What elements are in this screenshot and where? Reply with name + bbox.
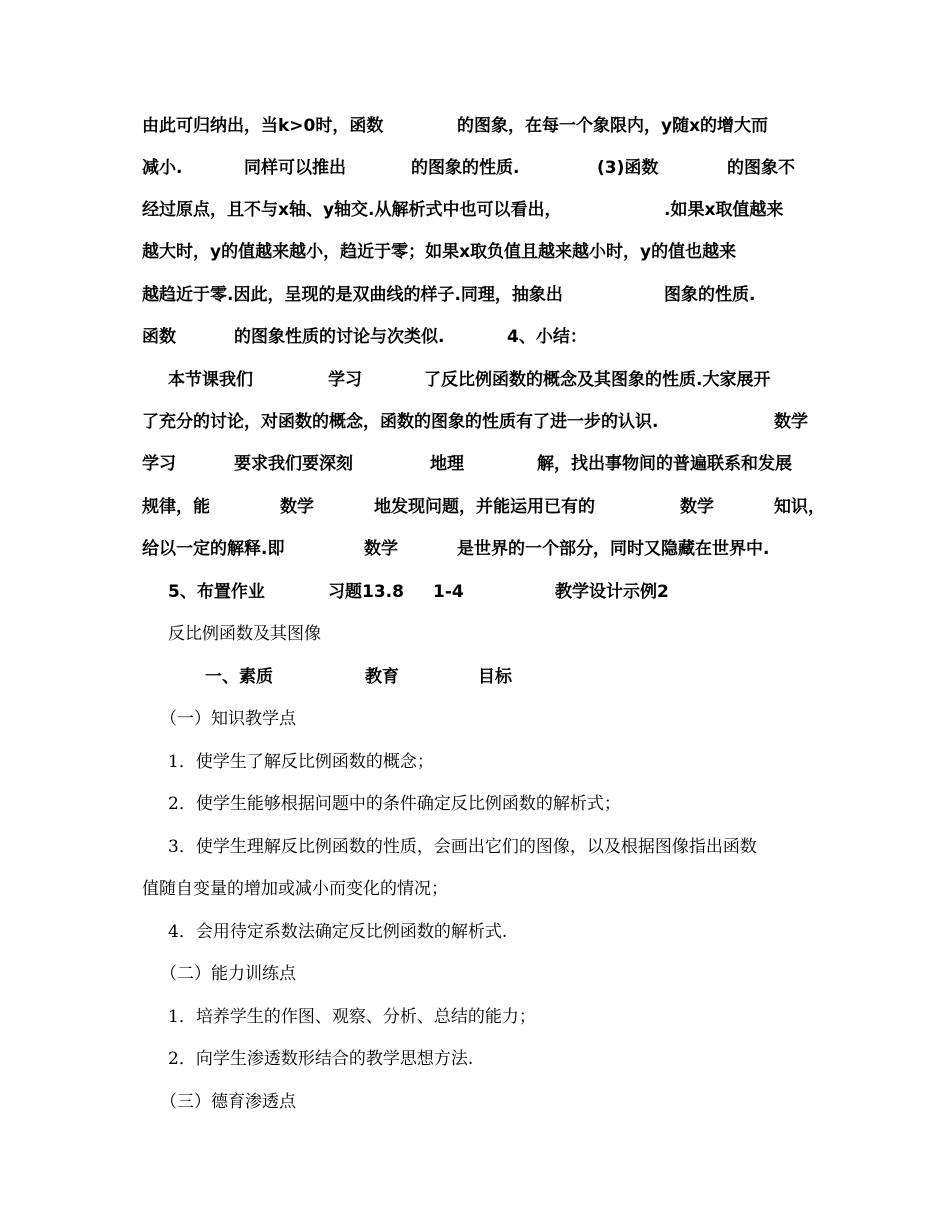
text-segment: 学习	[328, 370, 362, 390]
list-item: 1．培养学生的作图、观察、分析、总结的能力；	[168, 1007, 536, 1027]
text-segment: 经过原点，且不与x轴、y轴交.从解析式中也可以看出，	[142, 200, 562, 220]
list-item: 2．向学生渗透数形结合的教学思想方法.	[168, 1049, 474, 1069]
text-line	[0, 495, 950, 519]
text-line	[0, 835, 950, 859]
list-item: 2．使学生能够根据问题中的条件确定反比例函数的解析式；	[168, 794, 621, 814]
text-segment: 习题13.8	[328, 582, 404, 602]
text-segment: 的图象的性质.	[411, 158, 520, 178]
text-line	[0, 114, 950, 138]
list-item: 4．会用待定系数法确定反比例函数的解析式.	[168, 922, 508, 942]
text-line	[0, 750, 950, 774]
text-segment: 规律，能	[142, 497, 210, 517]
text-segment: 4、小结：	[507, 327, 587, 347]
list-item: 1．使学生了解反比例函数的概念；	[168, 752, 434, 772]
text-segment: 了反比例函数的概念及其图象的性质.大家展开	[424, 370, 771, 390]
text-segment: 了充分的讨论，对函数的概念，函数的图象的性质有了进一步的认识.	[142, 412, 659, 432]
text-segment: 学习	[142, 454, 176, 474]
text-segment: 要求我们要深刻	[234, 454, 353, 474]
text-line	[0, 877, 950, 901]
text-line	[0, 537, 950, 561]
text-segment: 5、布置作业	[168, 582, 265, 602]
text-line	[0, 962, 950, 986]
text-segment: 解，找出事物间的普遍联系和发展	[537, 454, 792, 474]
text-segment: 越大时，y的值越来越小，趋近于零；如果x取负值且越来越小时，y的值也越来	[142, 242, 737, 262]
text-line	[0, 1047, 950, 1071]
text-segment: 数学	[280, 497, 314, 517]
text-segment: 的图象不	[727, 158, 795, 178]
text-line	[0, 920, 950, 944]
list-item-continuation: 值随自变量的增加或减小而变化的情况；	[142, 879, 448, 899]
heading-segment: 目标	[478, 667, 512, 687]
text-segment: 由此可归纳出，当k>0时，函数	[142, 116, 384, 136]
text-line	[0, 452, 950, 476]
list-item: 3．使学生理解反比例函数的性质，会画出它们的图像，以及根据图像指出函数	[168, 837, 757, 857]
text-segment: (3)函数	[597, 158, 659, 178]
text-segment: 是世界的一个部分，同时又隐藏在世界中.	[457, 539, 770, 559]
text-segment: 数学	[774, 412, 808, 432]
text-line	[0, 665, 950, 689]
text-segment: 的图象性质的讨论与次类似.	[234, 327, 445, 347]
text-line	[0, 198, 950, 222]
text-segment: 减小.	[142, 158, 183, 178]
text-segment: 教学设计示例2	[555, 582, 669, 602]
text-segment: 越趋近于零.因此，呈现的是双曲线的样子.同理，抽象出	[142, 285, 563, 305]
text-segment: 的图象，在每一个象限内，y随x的增大而	[457, 116, 769, 136]
text-segment: 知识，	[774, 497, 825, 517]
text-segment: 同样可以推出	[244, 158, 346, 178]
text-line	[0, 283, 950, 307]
text-segment: 本节课我们	[168, 370, 253, 390]
text-line	[0, 1090, 950, 1114]
text-line	[0, 1005, 950, 1029]
text-segment: 数学	[364, 539, 398, 559]
text-segment: 地理	[430, 454, 464, 474]
text-line	[0, 240, 950, 264]
text-line	[0, 580, 950, 604]
subheading: （三）德育渗透点	[160, 1092, 296, 1112]
heading-segment: 教育	[365, 667, 399, 687]
section-title: 反比例函数及其图像	[168, 624, 321, 644]
subheading: （二）能力训练点	[160, 964, 296, 984]
text-segment: 函数	[142, 327, 176, 347]
subheading: （一）知识教学点	[160, 709, 296, 729]
heading-segment: 一、素质	[205, 667, 273, 687]
text-segment: 图象的性质.	[664, 285, 756, 305]
text-segment: 地发现问题，并能运用已有的	[374, 497, 595, 517]
text-segment: 1-4	[433, 582, 464, 602]
text-segment: 数学	[680, 497, 714, 517]
text-segment: 给以一定的解释.即	[142, 539, 285, 559]
text-line	[0, 707, 950, 731]
text-line	[0, 410, 950, 434]
text-line	[0, 622, 950, 646]
text-line	[0, 156, 950, 180]
text-line	[0, 792, 950, 816]
text-segment: .如果x取值越来	[664, 200, 784, 220]
text-line	[0, 368, 950, 392]
text-line	[0, 325, 950, 349]
